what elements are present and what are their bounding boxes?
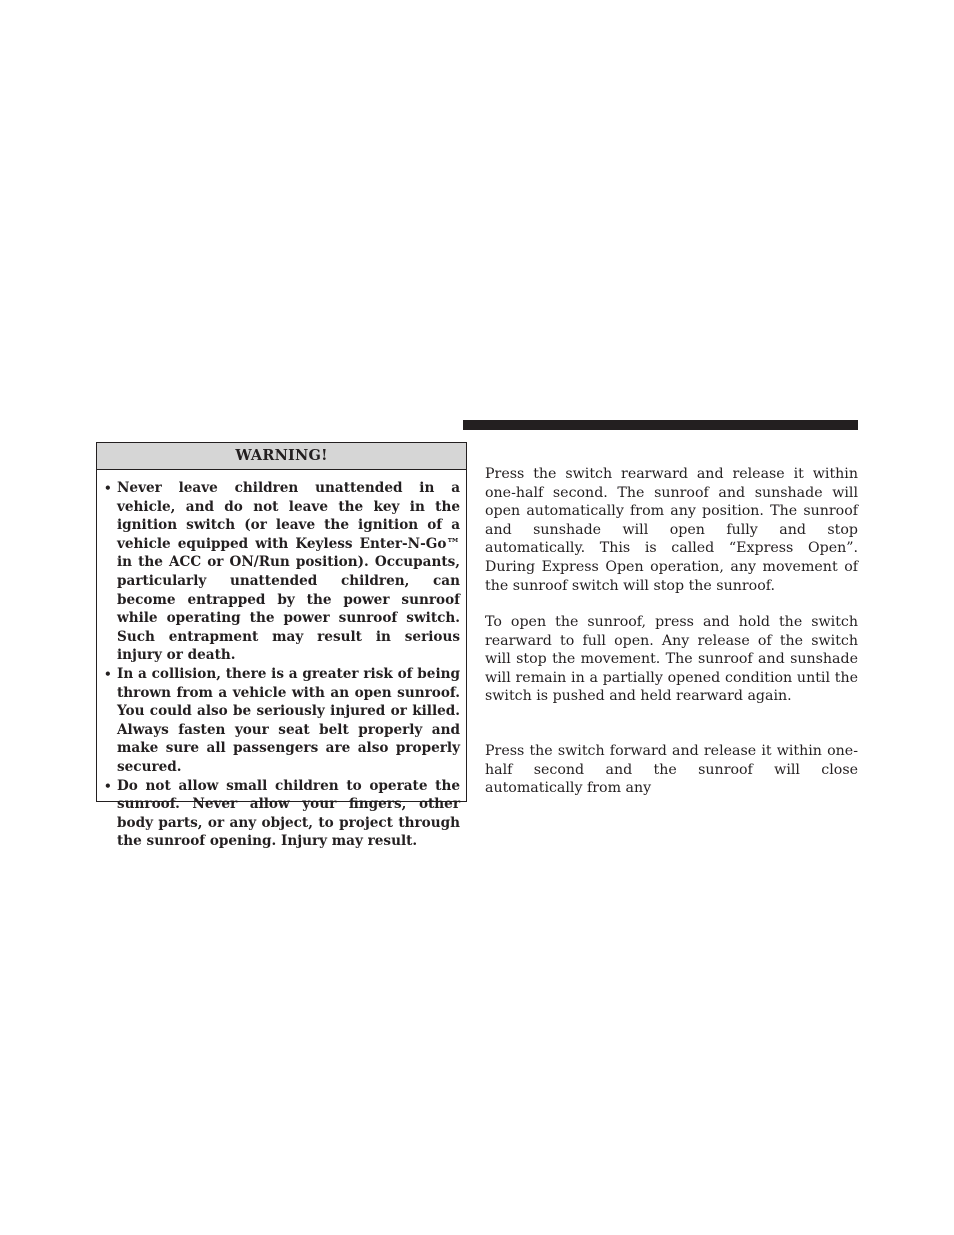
warning-title: WARNING! bbox=[97, 443, 466, 470]
warning-item bbox=[103, 665, 460, 777]
warning-list bbox=[97, 470, 466, 851]
express-close-paragraph: Press the switch forward and release it within one-half second and the sunroof will close automatically from any bbox=[485, 743, 858, 797]
bullet-icon: • bbox=[104, 778, 112, 793]
warning-item bbox=[103, 777, 460, 851]
warning-box bbox=[96, 442, 467, 850]
warning-item-text: In a collision, there is a greater risk of being thrown from a vehicle with an open sunroof. You could also be seriously injured or killed. Always fasten your seat belt properly and make sure all passengers are also properly secured. bbox=[117, 665, 460, 775]
express-open-paragraph: Press the switch rearward and release it within one-half second. The sunroof and sunshade will open automatically from any position. The sunroof and sunshade will open fully and stop automatically. This is called “Express Open”. During Express Open operation, any movement of the sunroof switch will stop the sunroof. bbox=[485, 466, 858, 594]
warning-item-text: Never leave children unattended in a vehicle, and do not leave the key in the ignition switch (or leave the ignition of a vehicle equipped with Keyless Enter-N-Go™ in the ACC or ON/Run position). Occupants, particularly unattended children, can become entrapped by the power sunroof while operating the power sunroof switch. Such entrapment may result in serious injury or death. bbox=[117, 480, 460, 664]
bullet-icon: • bbox=[104, 481, 112, 495]
manual-open-paragraph: To open the sunroof, press and hold the switch rearward to full open. Any release of the switch will stop the movement. The sunroof and sunshade will remain in a partially opened condition until the switch is pushed and held rearward again. bbox=[485, 614, 858, 705]
bullet-icon: • bbox=[104, 666, 112, 681]
warning-item-text: Do not allow small children to operate the sunroof. Never allow your fingers, other body parts, or any object, to project through the sunroof opening. Injury may result. bbox=[117, 777, 460, 850]
warning-item bbox=[103, 479, 460, 665]
section-header-rule bbox=[463, 420, 858, 430]
